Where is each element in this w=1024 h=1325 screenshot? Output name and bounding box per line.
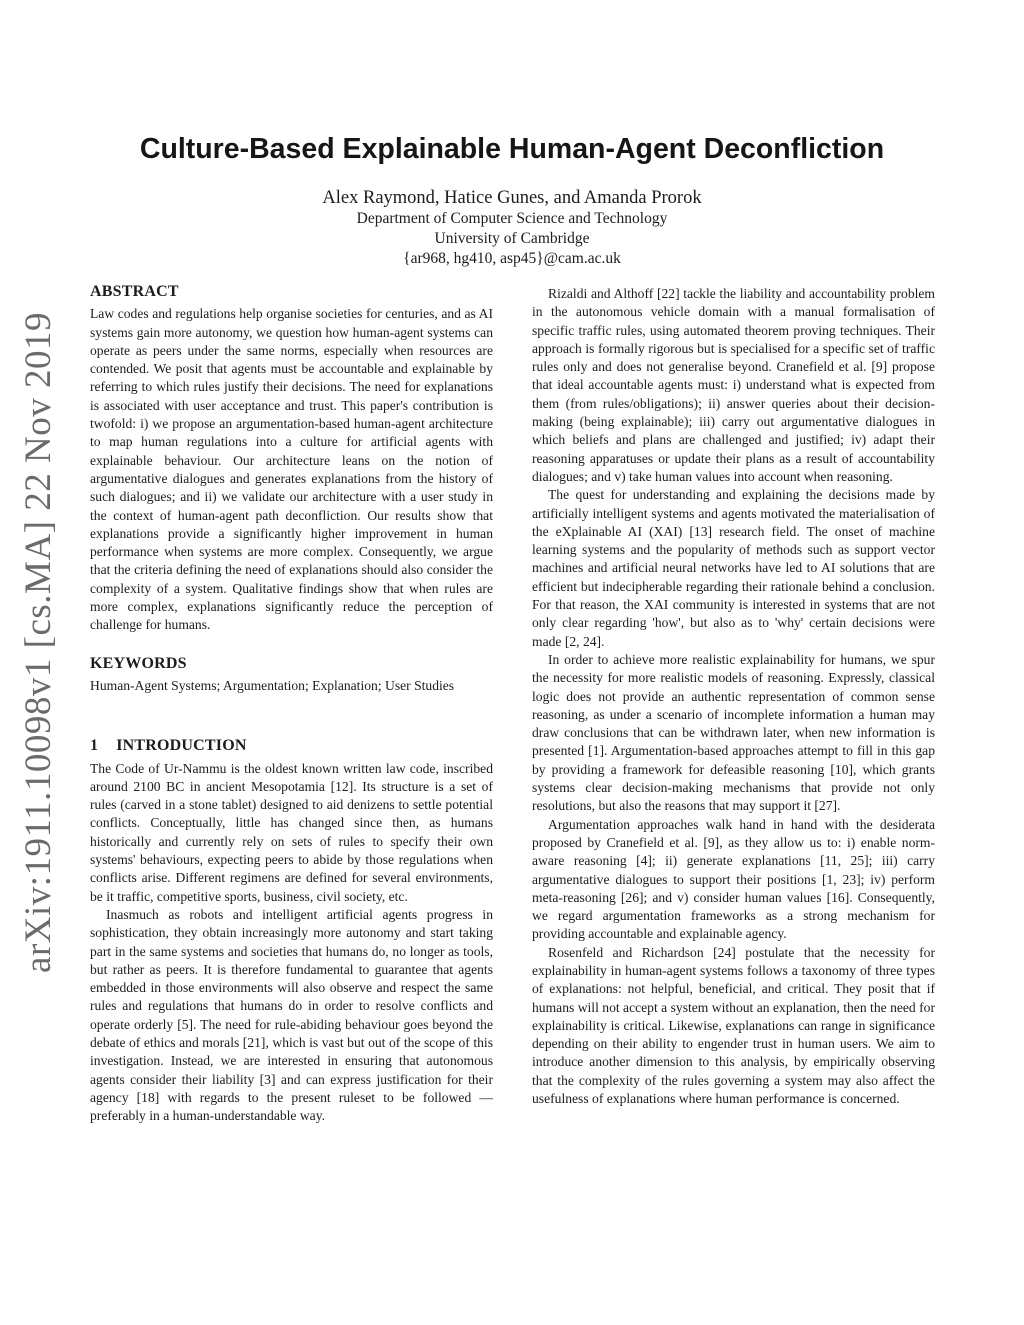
intro-paragraph-2: Inasmuch as robots and intelligent artificial agents progress in sophistication, they obtain increasingly more autonomy and start taking part in the same systems and societies that humans do, no longer as tools, but rather as peers. It is therefore fundamental to guarantee that agents embedded in those environments will also observe and respect the same rules and regulations that humans do in order to resolve conflicts and operate orderly [5]. The need for rule-abiding behaviour goes beyond the debate of ethics and morals [21], which is vast but out of the scope of this investigation. Instead, we are interested in ensuring that autonomous agents consider their liability [3] and can express justification for their agency [18] with regards to the present ruleset to be followed — preferably in a human-understandable way.: [90, 906, 493, 1124]
abstract-heading: ABSTRACT: [90, 283, 179, 300]
body-paragraph-5: Rosenfeld and Richardson [24] postulate that the necessity for explainability in human-agent systems follows a taxonomy of three types of explanations: not helpful, beneficial, and critical. They posit that if humans will not accept a system without an explanation, then the need for explainability is critical. Likewise, explanations can range in significance depending on their ability to engender trust in human users. We aim to introduce another dimension to this analysis, by empirically observing that the complexity of the rules governing a system may also affect the usefulness of explanations where human performance is concerned.: [532, 944, 935, 1107]
body-paragraph-1: Rizaldi and Althoff [22] tackle the liability and accountability problem in the autonomous vehicle domain with a manual formalisation of specific traffic rules, using automated theorem proving techniques. Their approach is formally rigorous but is specialised for a specific set of traffic rules only and does not generalise beyond. Cranefield et al. [9] propose that ideal accountable agents must: i) understand what is expected from them (from rules/obligations); ii) answer queries about their decision-making (being explainable); iii) carry out argumentative dialogues in which beliefs and plans are challenged and justified; iv) adapt their reasoning apparatuses or update their plans as a result of accountability dialogues; and v) take human values into account when reasoning.: [532, 286, 935, 484]
arxiv-stamp-text: arXiv:1911.10098v1 [cs.MA] 22 Nov 2019: [17, 311, 59, 973]
affiliation-emails: {ar968, hg410, asp45}@cam.ac.uk: [403, 250, 621, 267]
section-title: INTRODUCTION: [116, 737, 247, 755]
keywords-heading: KEYWORDS: [90, 654, 187, 672]
body-paragraph-3: In order to achieve more realistic explainability for humans, we spur the necessity for more realistic models of reasoning. Expressly, classical logic does not provide an authentic representation of common sense reasoning, as under a scenario of incomplete information a human may draw conclusions that can be withdrawn later, when new information is presented [1]. Argumentation-based approaches attempt to fill in this gap by providing a framework for defeasible reasoning [10], which grants systems clear decision-making mechanisms that provide not only resolutions, but also the reasons that may support it [27].: [532, 651, 935, 814]
right-column: [532, 285, 935, 1108]
intro-paragraph-1: The Code of Ur-Nammu is the oldest known written law code, inscribed around 2100 BC in ancient Mesopotamia [12]. Its structure is a set of rules (carved in a stone tablet) designed to aid denizens to settle potential conflicts. Conceptually, little has changed since then, as humans historically and currently rely on sets of rules to specify their own systems' behaviours, expecting peers to abide by those regulations when conflicts arise. Different regimens are defined for several environments, be it traffic, competitive sports, business, civil society, etc.: [90, 760, 493, 904]
arxiv-stamp: [17, 311, 59, 973]
body-paragraph-2: The quest for understanding and explaining the decisions made by artificially intelligent systems and agents motivated the materialisation of the eXplainable AI (XAI) [13] research field. The onset of machine learning systems and the popularity of methods such as support vector machines and artificial neural networks have led to AI solutions that are efficient but indecipherable regarding their rationale behind a conclusion. For that reason, the XAI community is interested in systems that are not only clear regarding 'how', but also as to 'why' certain decisions were made [2, 24].: [532, 487, 935, 649]
keywords-text: Human-Agent Systems; Argumentation; Explanation; User Studies: [90, 677, 455, 693]
left-column: [90, 283, 493, 1125]
affiliation-university: University of Cambridge: [434, 230, 590, 247]
paper-title: Culture-Based Explainable Human-Agent Deconfliction: [139, 133, 885, 165]
section-number: 1: [90, 737, 99, 755]
body-paragraph-4: Argumentation approaches walk hand in hand with the desiderata proposed by Cranefield et al. [9], as they allow us to: i) enable norm-aware reasoning [4]; ii) generate explanations [11, 25]; iii) carry argumentative dialogues to support their positions [1, 23]; iv) perform meta-reasoning [26]; and v) consider human values [16]. Consequently, we regard argumentation frameworks as a strong mechanism for providing accountable and explainable agency.: [532, 816, 935, 942]
introduction-heading: [90, 737, 493, 755]
affiliation-department: Department of Computer Science and Technology: [356, 210, 668, 227]
author-list: Alex Raymond, Hatice Gunes, and Amanda Prorok: [322, 188, 702, 208]
abstract-text: Law codes and regulations help organise societies for centuries, and as AI systems gain more autonomy, we question how human-agent systems can operate as peers under the same norms, especially when resources are contended. We posit that agents must be accountable and explainable by referring to which rules justify their decisions. The need for explanations is associated with user acceptance and trust. This paper's contribution is twofold: i) we propose an argumentation-based human-agent architecture to map human regulations into a culture for artificial agents with explainable behaviour. Our architecture leans on the notion of argumentative dialogues and generates explanations from the history of such dialogues; and ii) we validate our architecture with a user study in the context of human-agent path deconfliction. Our results show that explanations provide a significantly higher improvement in human performance when systems are more complex. Consequently, we argue that the criteria defining the need of explanations should also consider the complexity of a system. Qualitative findings show that when rules are more complex, explanations significantly reduce the perception of challenge for humans.: [90, 306, 493, 633]
